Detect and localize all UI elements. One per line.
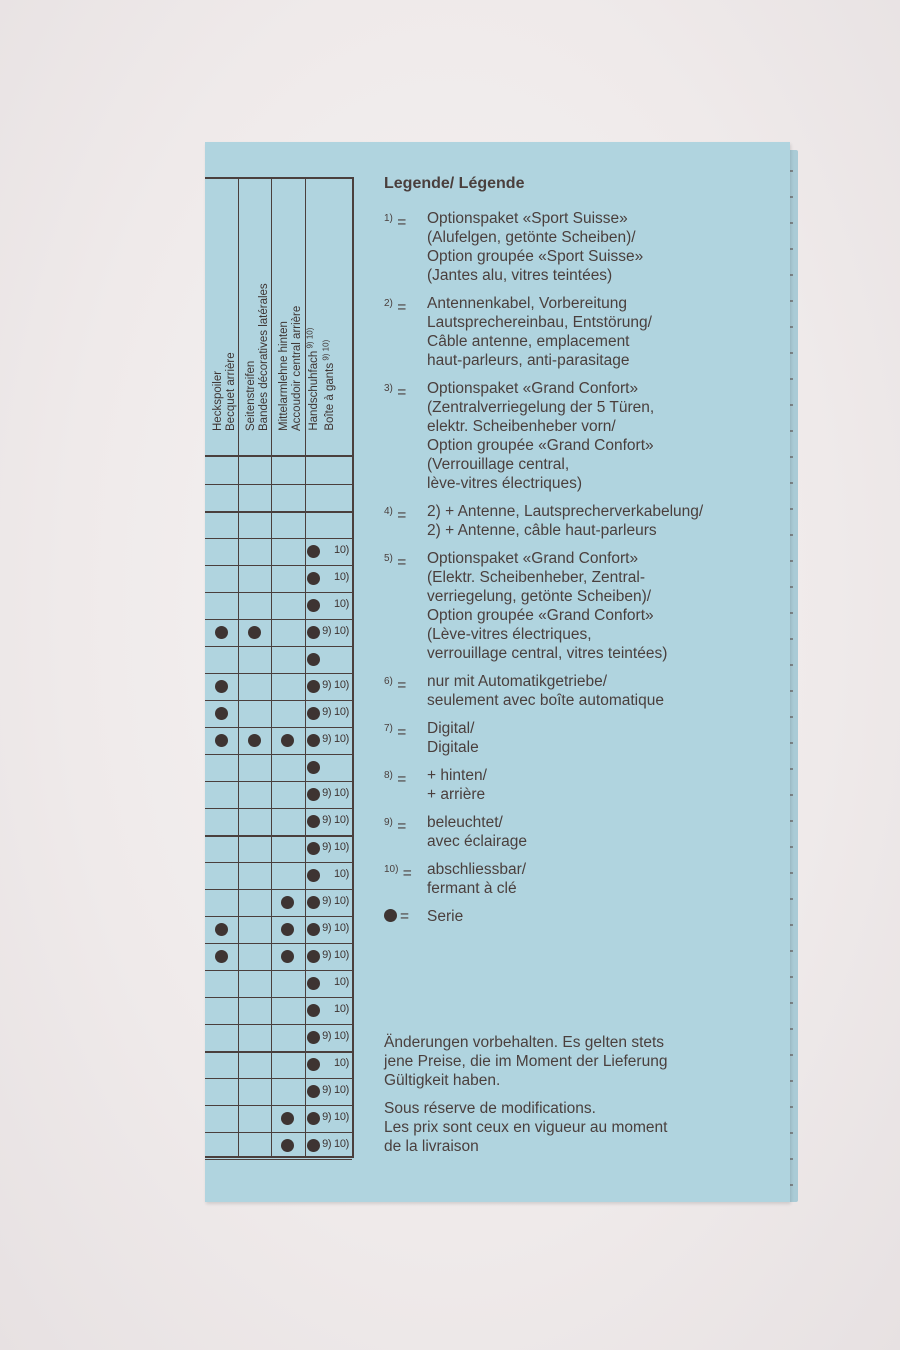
table-row-divider	[205, 997, 352, 998]
note-line: de la livraison	[384, 1138, 479, 1155]
legend-text: avec éclairage	[427, 833, 527, 850]
standard-equipment-dot	[215, 923, 228, 936]
legend-text: (Zentralverriegelung der 5 Türen,	[427, 399, 655, 416]
standard-equipment-dot	[307, 896, 320, 909]
table-row-divider	[205, 592, 352, 593]
bullet-icon	[384, 909, 397, 922]
legend-text: Lautsprechereinbau, Entstörung/	[427, 314, 652, 331]
legend-text: + hinten/	[427, 767, 487, 784]
table-row-divider	[205, 754, 352, 755]
legend-text: 2) + Antenne, câble haut-parleurs	[427, 522, 657, 539]
legend-text: Digital/	[427, 720, 475, 737]
note-paragraph	[384, 1033, 764, 1090]
legend-key: $^{6)}$ =	[384, 676, 407, 695]
header-divider	[205, 455, 352, 457]
note-line: Les prix sont ceux en vigueur au moment	[384, 1119, 668, 1136]
legend-text: (Elektr. Scheibenheber, Zentral-	[427, 569, 645, 586]
footnote-ref: 10)	[334, 1003, 349, 1015]
column-header	[304, 328, 337, 431]
standard-equipment-dot	[307, 761, 320, 774]
table-row-divider	[205, 916, 352, 917]
column-header-fr: Bandes décoratives latérales	[257, 283, 270, 431]
standard-equipment-dot	[281, 950, 294, 963]
legend-key-number: 4)	[384, 506, 393, 517]
standard-equipment-dot	[281, 734, 294, 747]
table-row-divider	[205, 862, 352, 863]
legend-item	[384, 766, 744, 804]
footnote-ref: 9) 10)	[322, 1138, 349, 1150]
legend-text: Digitale	[427, 739, 479, 756]
footnote-ref: 9) 10)	[322, 706, 349, 718]
note-paragraph	[384, 1099, 764, 1156]
footnote-ref: 9) 10)	[322, 733, 349, 745]
footnote-ref: 10)	[334, 571, 349, 583]
legend-title: Legende/ Légende	[384, 175, 525, 192]
standard-equipment-dot	[215, 950, 228, 963]
legend-text: fermant à clé	[427, 880, 517, 897]
legend-item	[384, 209, 744, 285]
notes	[384, 1033, 764, 1165]
column-header	[245, 283, 270, 431]
standard-equipment-dot	[307, 653, 320, 666]
standard-equipment-dot	[248, 734, 261, 747]
legend-text: Option groupée «Grand Confort»	[427, 437, 654, 454]
legend-text: Antennenkabel, Vorbereitung	[427, 295, 627, 312]
legend-key: =	[384, 907, 409, 926]
table-row-divider	[205, 781, 352, 782]
table-row-divider	[205, 835, 352, 837]
table-column-divider	[305, 179, 306, 1156]
standard-equipment-dot	[307, 626, 320, 639]
table-row-divider	[205, 484, 352, 485]
table-row-divider	[205, 565, 352, 566]
footnote-ref: 9) 10)	[322, 1030, 349, 1042]
legend-text: + arrière	[427, 786, 486, 803]
footnote-ref: 9) 10)	[322, 1111, 349, 1123]
footnote-ref: 9) 10)	[322, 814, 349, 826]
legend	[384, 174, 744, 935]
footnote-ref: 9) 10)	[322, 625, 349, 637]
legend-item	[384, 502, 744, 540]
standard-equipment-dot	[307, 869, 320, 882]
legend-item	[384, 672, 744, 710]
standard-equipment-dot	[307, 545, 320, 558]
footnote-ref: 10)	[334, 544, 349, 556]
legend-key: $^{10)}$ =	[384, 864, 412, 883]
table-row-divider	[205, 970, 352, 971]
legend-text: elektr. Scheibenheber vorn/	[427, 418, 616, 435]
legend-text: beleuchtet/	[427, 814, 503, 831]
standard-equipment-dot	[307, 734, 320, 747]
column-header	[278, 306, 303, 431]
legend-item	[384, 379, 744, 493]
table-row-divider	[205, 1132, 352, 1133]
column-header-de: Handschuhfach $^{9) 10)}$	[305, 327, 321, 431]
legend-key-number: 5)	[384, 553, 393, 564]
note-line: Sous réserve de modifications.	[384, 1100, 596, 1117]
table-row-divider	[205, 619, 352, 620]
column-header-de: Seitenstreifen	[245, 360, 257, 431]
table-row-divider	[205, 943, 352, 944]
legend-text: (Verrouillage central,	[427, 456, 570, 473]
footnote-ref: 9) 10)	[322, 949, 349, 961]
standard-equipment-dot	[307, 788, 320, 801]
table-row-divider	[205, 673, 352, 674]
column-header-fr: Accoudoir central arrière	[290, 305, 303, 431]
legend-text: Option groupée «Grand Confort»	[427, 607, 654, 624]
standard-equipment-dot	[307, 842, 320, 855]
table-row-divider	[205, 1159, 352, 1160]
legend-text: abschliessbar/	[427, 861, 527, 878]
legend-key: $^{1)}$ =	[384, 213, 407, 232]
footnote-ref: 9) 10)	[322, 895, 349, 907]
legend-key-number: 3)	[384, 383, 393, 394]
column-header-fr: Boîte à gants $^{9) 10)}$	[321, 340, 337, 431]
table-row-divider	[205, 511, 352, 513]
legend-key-number: 7)	[384, 723, 393, 734]
standard-equipment-dot	[215, 680, 228, 693]
footnote-ref: 9) 10)	[322, 922, 349, 934]
column-header	[212, 352, 237, 431]
legend-key: $^{5)}$ =	[384, 553, 407, 572]
standard-equipment-dot	[307, 1112, 320, 1125]
legend-item	[384, 549, 744, 663]
legend-text: Serie	[427, 908, 464, 925]
legend-key: $^{3)}$ =	[384, 383, 407, 402]
legend-text: Optionspaket «Sport Suisse»	[427, 210, 628, 227]
legend-text: Câble antenne, emplacement	[427, 333, 630, 350]
table-row-divider	[205, 646, 352, 647]
legend-item	[384, 860, 744, 898]
legend-key-number: 1)	[384, 213, 393, 224]
table-row-divider	[205, 1024, 352, 1025]
legend-key: $^{7)}$ =	[384, 723, 407, 742]
table-row-divider	[205, 808, 352, 809]
note-line: Gültigkeit haben.	[384, 1072, 501, 1089]
standard-equipment-dot	[307, 977, 320, 990]
legend-text: (Lève-vitres électriques,	[427, 626, 592, 643]
column-header-de: Heckspoiler	[212, 370, 224, 431]
column-header-de: Mittelarmlehne hinten	[278, 321, 290, 431]
standard-equipment-dot	[281, 1139, 294, 1152]
legend-key: $^{2)}$ =	[384, 298, 407, 317]
standard-equipment-dot	[281, 896, 294, 909]
standard-equipment-dot	[281, 1112, 294, 1125]
legend-items	[384, 209, 744, 926]
footnote-ref: 10)	[334, 868, 349, 880]
legend-text: (Jantes alu, vitres teintées)	[427, 267, 613, 284]
equipment-table	[205, 177, 354, 1158]
legend-text: Optionspaket «Grand Confort»	[427, 380, 639, 397]
note-line: Änderungen vorbehalten. Es gelten stets	[384, 1034, 665, 1051]
footnote-ref: 9) 10)	[321, 340, 331, 364]
standard-equipment-dot	[307, 950, 320, 963]
footnote-ref: 10)	[334, 598, 349, 610]
table-row-divider	[205, 1105, 352, 1106]
legend-text: Option groupée «Sport Suisse»	[427, 248, 644, 265]
footnote-ref: 10)	[334, 976, 349, 988]
standard-equipment-dot	[307, 599, 320, 612]
legend-key: $^{4)}$ =	[384, 506, 407, 525]
table-row-divider	[205, 1051, 352, 1053]
column-header-fr: Becquet arrière	[224, 352, 237, 431]
legend-item	[384, 719, 744, 757]
standard-equipment-dot	[307, 815, 320, 828]
legend-text: nur mit Automatikgetriebe/	[427, 673, 608, 690]
legend-text: verriegelung, getönte Scheiben)/	[427, 588, 652, 605]
table-row-divider	[205, 538, 352, 539]
legend-key-number: 6)	[384, 676, 393, 687]
standard-equipment-dot	[215, 626, 228, 639]
legend-text: (Alufelgen, getönte Scheiben)/	[427, 229, 636, 246]
standard-equipment-dot	[307, 1031, 320, 1044]
standard-equipment-dot	[307, 680, 320, 693]
footnote-ref: 10)	[334, 1057, 349, 1069]
standard-equipment-dot	[215, 707, 228, 720]
standard-equipment-dot	[307, 1058, 320, 1071]
footnote-ref: 9) 10)	[322, 1084, 349, 1096]
table-row-divider	[205, 889, 352, 890]
note-line: jene Preise, die im Moment der Lieferung	[384, 1053, 668, 1070]
standard-equipment-dot	[215, 734, 228, 747]
table-column-divider	[238, 179, 239, 1156]
legend-key-number: 10)	[384, 864, 399, 875]
standard-equipment-dot	[307, 707, 320, 720]
standard-equipment-dot	[248, 626, 261, 639]
legend-item	[384, 813, 744, 851]
standard-equipment-dot	[307, 923, 320, 936]
legend-text: haut-parleurs, anti-parasitage	[427, 352, 630, 369]
table-row-divider	[205, 727, 352, 728]
legend-key-number: 2)	[384, 298, 393, 309]
table-column-divider	[271, 179, 272, 1156]
standard-equipment-dot	[307, 1085, 320, 1098]
legend-key-number: 8)	[384, 770, 393, 781]
legend-text: seulement avec boîte automatique	[427, 692, 664, 709]
legend-item	[384, 294, 744, 370]
legend-key-number: 9)	[384, 817, 393, 828]
legend-text: Optionspaket «Grand Confort»	[427, 550, 639, 567]
legend-text: 2) + Antenne, Lautsprecherverkabelung/	[427, 503, 704, 520]
standard-equipment-dot	[307, 1004, 320, 1017]
standard-equipment-dot	[307, 572, 320, 585]
footnote-ref: 9) 10)	[322, 841, 349, 853]
footnote-ref: 9) 10)	[305, 327, 315, 352]
standard-equipment-dot	[307, 1139, 320, 1152]
legend-key: $^{9)}$ =	[384, 817, 407, 836]
legend-item	[384, 907, 744, 926]
legend-text: lève-vitres électriques)	[427, 475, 583, 492]
legend-text: verrouillage central, vitres teintées)	[427, 645, 668, 662]
footnote-ref: 9) 10)	[322, 787, 349, 799]
legend-key: $^{8)}$ =	[384, 770, 407, 789]
table-row-divider	[205, 700, 352, 701]
footnote-ref: 9) 10)	[322, 679, 349, 691]
standard-equipment-dot	[281, 923, 294, 936]
table-row-divider	[205, 1078, 352, 1079]
